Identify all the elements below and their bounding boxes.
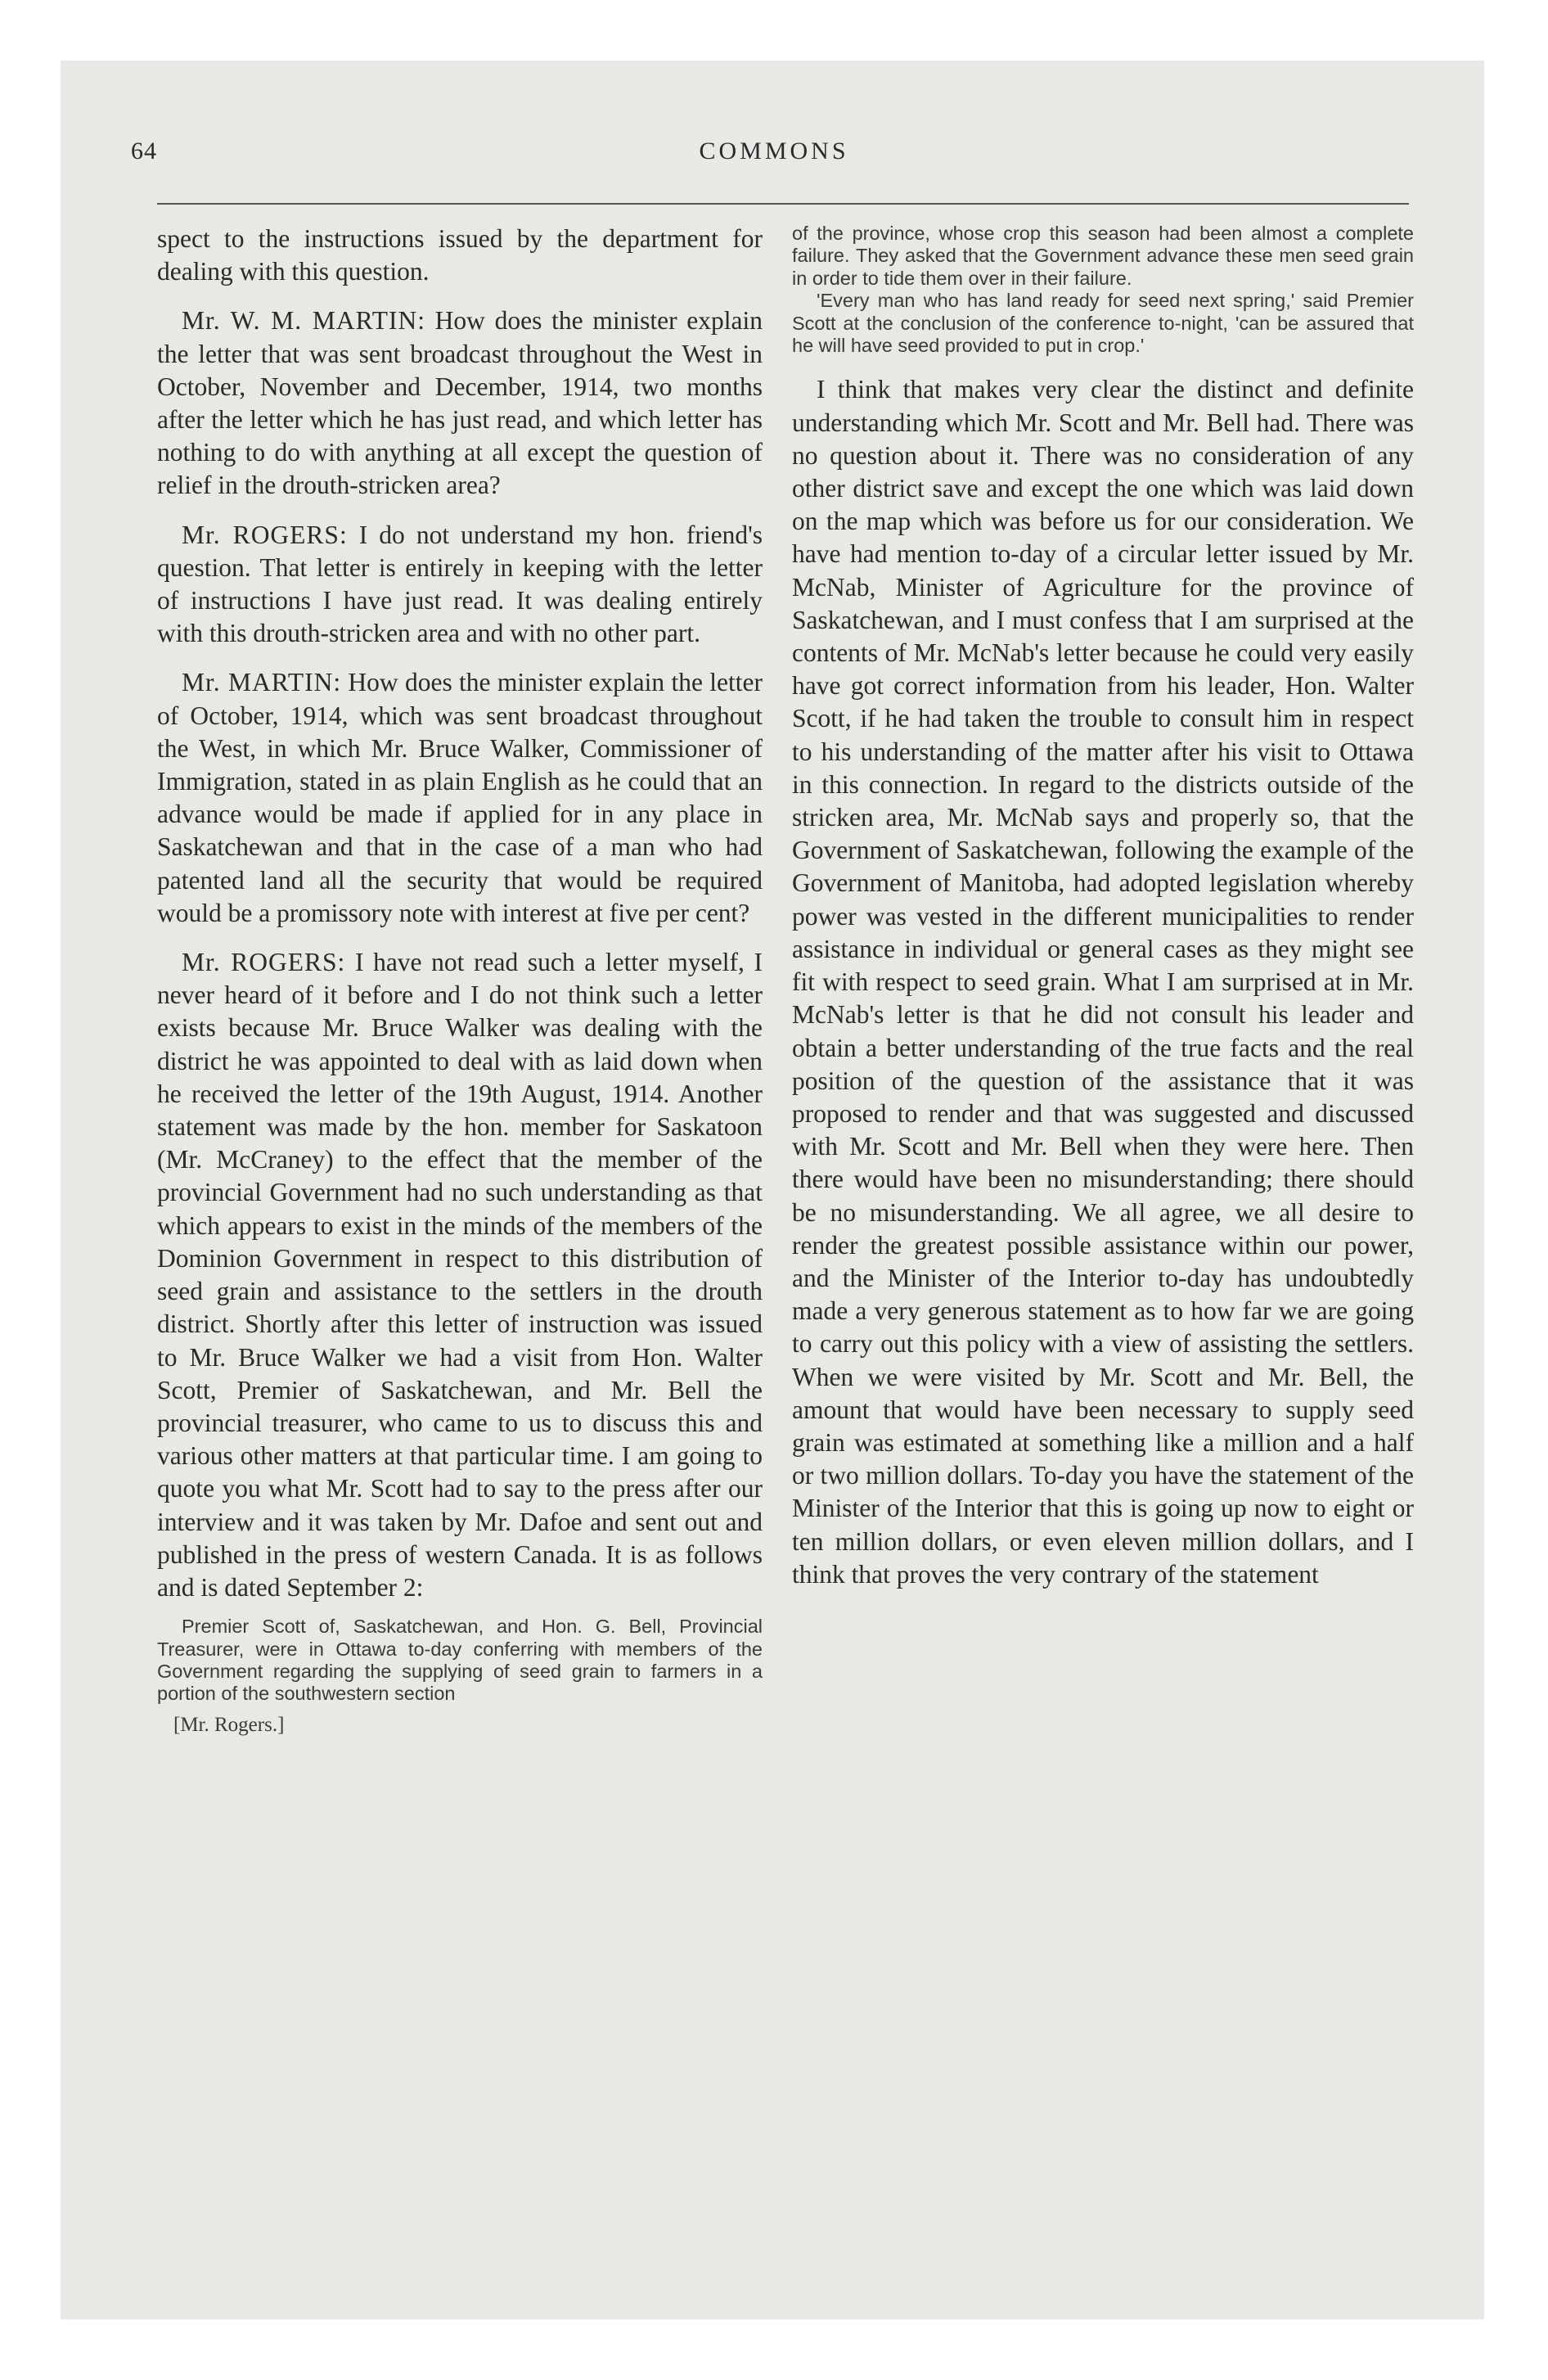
speaker-rogers: Mr. ROGERS: [182, 948, 346, 977]
paragraph-martin-1 [157, 304, 763, 502]
press-quote: Premier Scott of, Saskatchewan, and Hon. G. Bell, Provincial Treasurer, were in Ottawa to-day conferring with members of the Government regarding the supplying of seed grain to farmers in a portion of the southwestern section [157, 1616, 763, 1705]
press-quote-scott: 'Every man who has land ready for seed next spring,' said Premier Scott at the conclusion of the conference to-night, 'can be assured that he will have seed provided to put in crop.' [792, 290, 1414, 357]
header-rule [157, 203, 1409, 205]
speech-text: I do not understand my hon. friend's question. That letter is entirely in keeping with the letter of instructions I have just read. It was dealing entirely with this drouth-stricken area and with no other part. [157, 520, 763, 648]
speaker-martin: Mr. MARTIN: [182, 668, 342, 697]
right-column [792, 223, 1414, 1591]
speaker-footer-tag: [Mr. Rogers.] [173, 1713, 285, 1736]
paragraph-martin-2 [157, 666, 763, 930]
left-column [157, 223, 763, 1737]
press-quote-continued: of the province, whose crop this season had been almost a complete failure. They asked that the Government advance these men seed grain in order to tide them over in their failure. [792, 223, 1414, 289]
paragraph-rogers-1 [157, 519, 763, 651]
speaker-rogers: Mr. ROGERS: [182, 520, 348, 549]
paragraph-rogers-3: I think that makes very clear the distinct and definite understanding which Mr. Scott and Mr. Bell had. There was no question about it. There was no consideration of any other district save and except the one which was laid down on the map which was before us for our consideration. We have had mention to-day of a circular letter issued by Mr. McNab, Minister of Agriculture for the province of Saskatchewan, and I must confess that I am surprised at the contents of Mr. McNab's letter because he could very easily have got correct information from his leader, Hon. Walter Scott, if he had taken the trouble to consult him in respect to his understanding of the matter after his visit to Ottawa in this connection. In regard to the districts outside of the stricken area, Mr. McNab says and properly so, that the Government of Saskatchewan, following the example of the Government of Manitoba, had adopted legislation whereby power was vested in the different municipalities to render assistance in individual or general cases as they might see fit with respect to seed grain. What I am surprised at in Mr. McNab's letter is that he did not consult his leader and obtain a better understanding of the true facts and the real position of the question of the assistance that it was proposed to render and that was suggested and discussed with Mr. Scott and Mr. Bell when they were here. Then there would have been no misunderstanding; there should be no misunderstanding. We all agree, we all desire to render the greatest possible assistance within our power, and the Minister of the Interior to-day has undoubtedly made a very generous statement as to how far we are going to carry out this policy with a view of assisting the settlers. When we were visited by Mr. Scott and Mr. Bell, the amount that would have been necessary to supply seed grain was estimated at something like a million and a half or two million dollars. To-day you have the statement of the Minister of the Interior that this is going up now to eight or ten million dollars, or even eleven million dollars, and I think that proves the very contrary of the statement [792, 375, 1414, 1589]
speaker-martin: Mr. W. M. MARTIN: [182, 306, 425, 336]
speech-text: How does the minister explain the letter that was sent broadcast throughout the West in October, November and December, 1914, two months after the letter which he has just read, and which letter has nothing to do with anything at all except the question of relief in the drouth-stricken area? [157, 306, 763, 500]
page-number: 64 [131, 137, 157, 165]
speech-text: How does the minister explain the letter of October, 1914, which was sent broadcast throughout the West, in which Mr. Bruce Walker, Commissioner of Immigration, stated in as plain English as he could that an advance would be made if applied for in any place in Saskatchewan and that in the case of a man who had patented land all the security that would be required would be a promissory note with interest at five per cent? [157, 668, 763, 927]
speech-text: I have not read such a letter myself, I never heard of it before and I do not think such a letter exists because Mr. Bruce Walker was dealing with the district he was appointed to deal with as laid down when he received the letter of the 19th August, 1914. Another statement was made by the hon. member for Saskatoon (Mr. McCraney) to the effect that the member of the provincial Government had no such understanding as that which appears to exist in the minds of the members of the Dominion Government in respect to this distribution of seed grain and assistance to the settlers in the drouth district. Shortly after this letter of instruction was issued to Mr. Bruce Walker we had a visit from Hon. Walter Scott, Premier of Saskatchewan, and Mr. Bell the provincial treasurer, who came to us to discuss this and various other matters at that particular time. I am going to quote you what Mr. Scott had to say to the press after our interview and it was taken by Mr. Dafoe and sent out and published in the press of western Canada. It is as follows and is dated September 2: [157, 948, 763, 1602]
paragraph-continued: spect to the instructions issued by the department for dealing with this question. [157, 224, 763, 286]
paragraph-rogers-2 [157, 946, 763, 1604]
running-head: COMMONS [699, 137, 849, 165]
